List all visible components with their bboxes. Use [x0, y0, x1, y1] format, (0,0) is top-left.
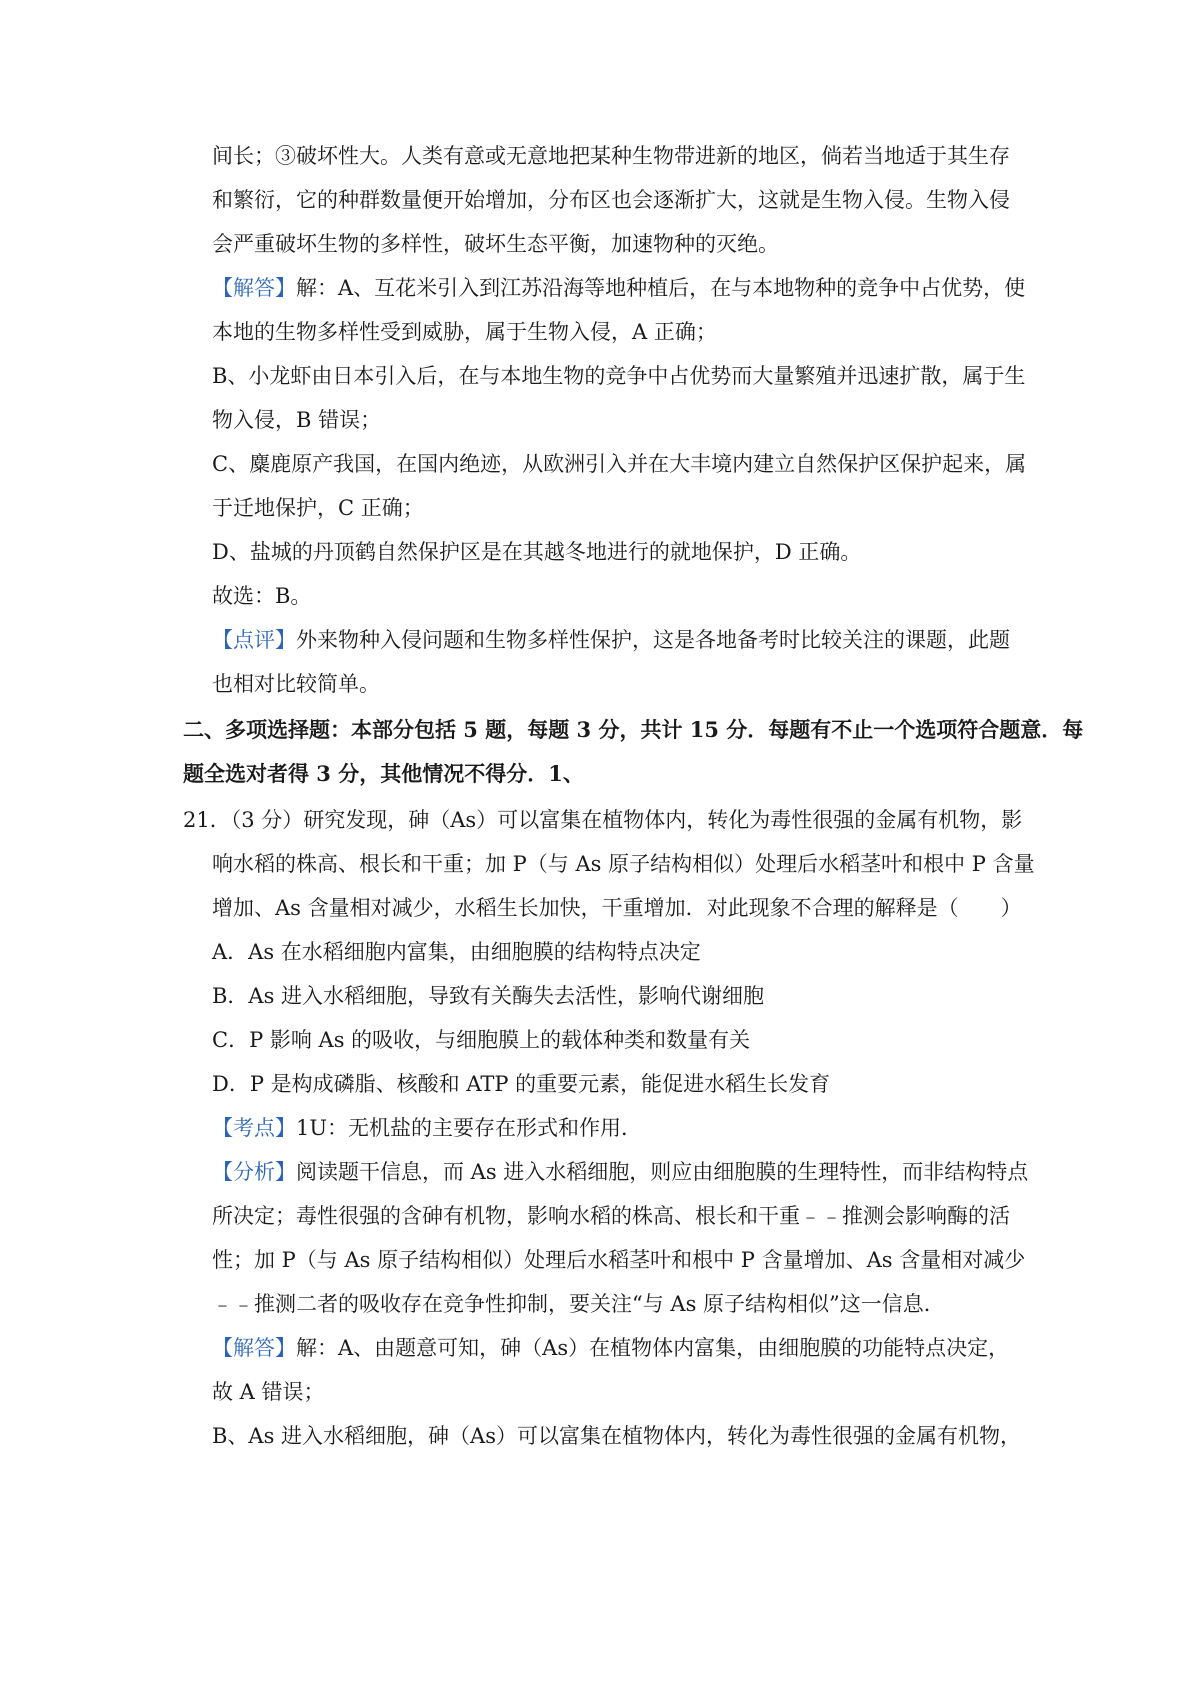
comment-tag: 【点评】	[212, 628, 296, 652]
option-c: C．P 影响 As 的吸收，与细胞膜上的载体种类和数量有关	[212, 1028, 751, 1052]
question-stem: 21．（3 分）研究发现，砷（As）可以富集在植物体内，转化为毒性很强的金属有机物，影	[183, 808, 1023, 832]
text-line: 响水稻的株高、根长和干重；加 P（与 As 原子结构相似）处理后水稻茎叶和根中 P 含量	[212, 852, 1035, 876]
answer-line	[212, 273, 1025, 303]
keypoint-text: 1U：无机盐的主要存在形式和作用．	[296, 1116, 643, 1140]
text-line: 物入侵，B 错误；	[212, 408, 382, 432]
comment-line	[212, 625, 1010, 655]
answer-line	[212, 1333, 1009, 1363]
option-a: A．As 在水稻细胞内富集，由细胞膜的结构特点决定	[212, 940, 701, 964]
text-line: 所决定；毒性很强的含砷有机物，影响水稻的株高、根长和干重﹣﹣推测会影响酶的活	[212, 1204, 1010, 1228]
text-line: 性；加 P（与 As 原子结构相似）处理后水稻茎叶和根中 P 含量增加、As 含量相对减少	[212, 1248, 1026, 1272]
text-line: 于迁地保护，C 正确；	[212, 496, 424, 520]
text-line: 故选：B。	[212, 584, 312, 608]
analysis-tag: 【分析】	[212, 1160, 296, 1184]
comment-text: 外来物种入侵问题和生物多样性保护，这是各地备考时比较关注的课题，此题	[296, 628, 1010, 652]
text-line: B、小龙虾由日本引入后，在与本地生物的竞争中占优势而大量繁殖并迅速扩散，属于生	[212, 364, 1026, 388]
text-line: C、麋鹿原产我国，在国内绝迹，从欧洲引入并在大丰境内建立自然保护区保护起来，属	[212, 452, 1027, 476]
answer-text: 解：A、由题意可知，砷（As）在植物体内富集，由细胞膜的功能特点决定，	[296, 1336, 1010, 1360]
analysis-line	[212, 1157, 1028, 1187]
text-line: B、As 进入水稻细胞，砷（As）可以富集在植物体内，转化为毒性很强的金属有机物，	[212, 1424, 1021, 1448]
keypoint-line	[212, 1113, 642, 1143]
answer-tag: 【解答】	[212, 276, 296, 300]
text-line: 故 A 错误；	[212, 1380, 325, 1404]
text-line: 本地的生物多样性受到威胁，属于生物入侵，A 正确；	[212, 320, 717, 344]
option-b: B．As 进入水稻细胞，导致有关酶失去活性，影响代谢细胞	[212, 984, 765, 1008]
answer-tag: 【解答】	[212, 1336, 296, 1360]
answer-text: 解：A、互花米引入到江苏沿海等地种植后，在与本地物种的竞争中占优势，使	[296, 276, 1026, 300]
text-line: 增加、As 含量相对减少，水稻生长加快，干重增加．对此现象不合理的解释是（ ）	[212, 896, 1022, 920]
text-line: 会严重破坏生物的多样性，破坏生态平衡，加速物种的灭绝。	[212, 232, 779, 256]
section-heading-cont: 题全选对者得 3 分，其他情况不得分．1、	[183, 761, 584, 786]
section-heading: 二、多项选择题：本部分包括 5 题，每题 3 分，共计 15 分．每题有不止一个选项符合题意．每	[183, 717, 1084, 742]
analysis-text: 阅读题干信息，而 As 进入水稻细胞，则应由细胞膜的生理特性，而非结构特点	[296, 1160, 1029, 1184]
text-line: D、盐城的丹顶鹤自然保护区是在其越冬地进行的就地保护，D 正确。	[212, 540, 862, 564]
text-line: 也相对比较简单。	[212, 672, 380, 696]
text-line: 间长；③破坏性大。人类有意或无意地把某种生物带进新的地区，倘若当地适于其生存	[212, 144, 1010, 168]
text-line: ﹣﹣推测二者的吸收存在竞争性抑制，要关注“与 As 原子结构相似”这一信息．	[212, 1292, 945, 1316]
option-d: D．P 是构成磷脂、核酸和 ATP 的重要元素，能促进水稻生长发育	[212, 1072, 831, 1096]
text-line: 和繁衍，它的种群数量便开始增加，分布区也会逐渐扩大，这就是生物入侵。生物入侵	[212, 188, 1010, 212]
keypoint-tag: 【考点】	[212, 1116, 296, 1140]
